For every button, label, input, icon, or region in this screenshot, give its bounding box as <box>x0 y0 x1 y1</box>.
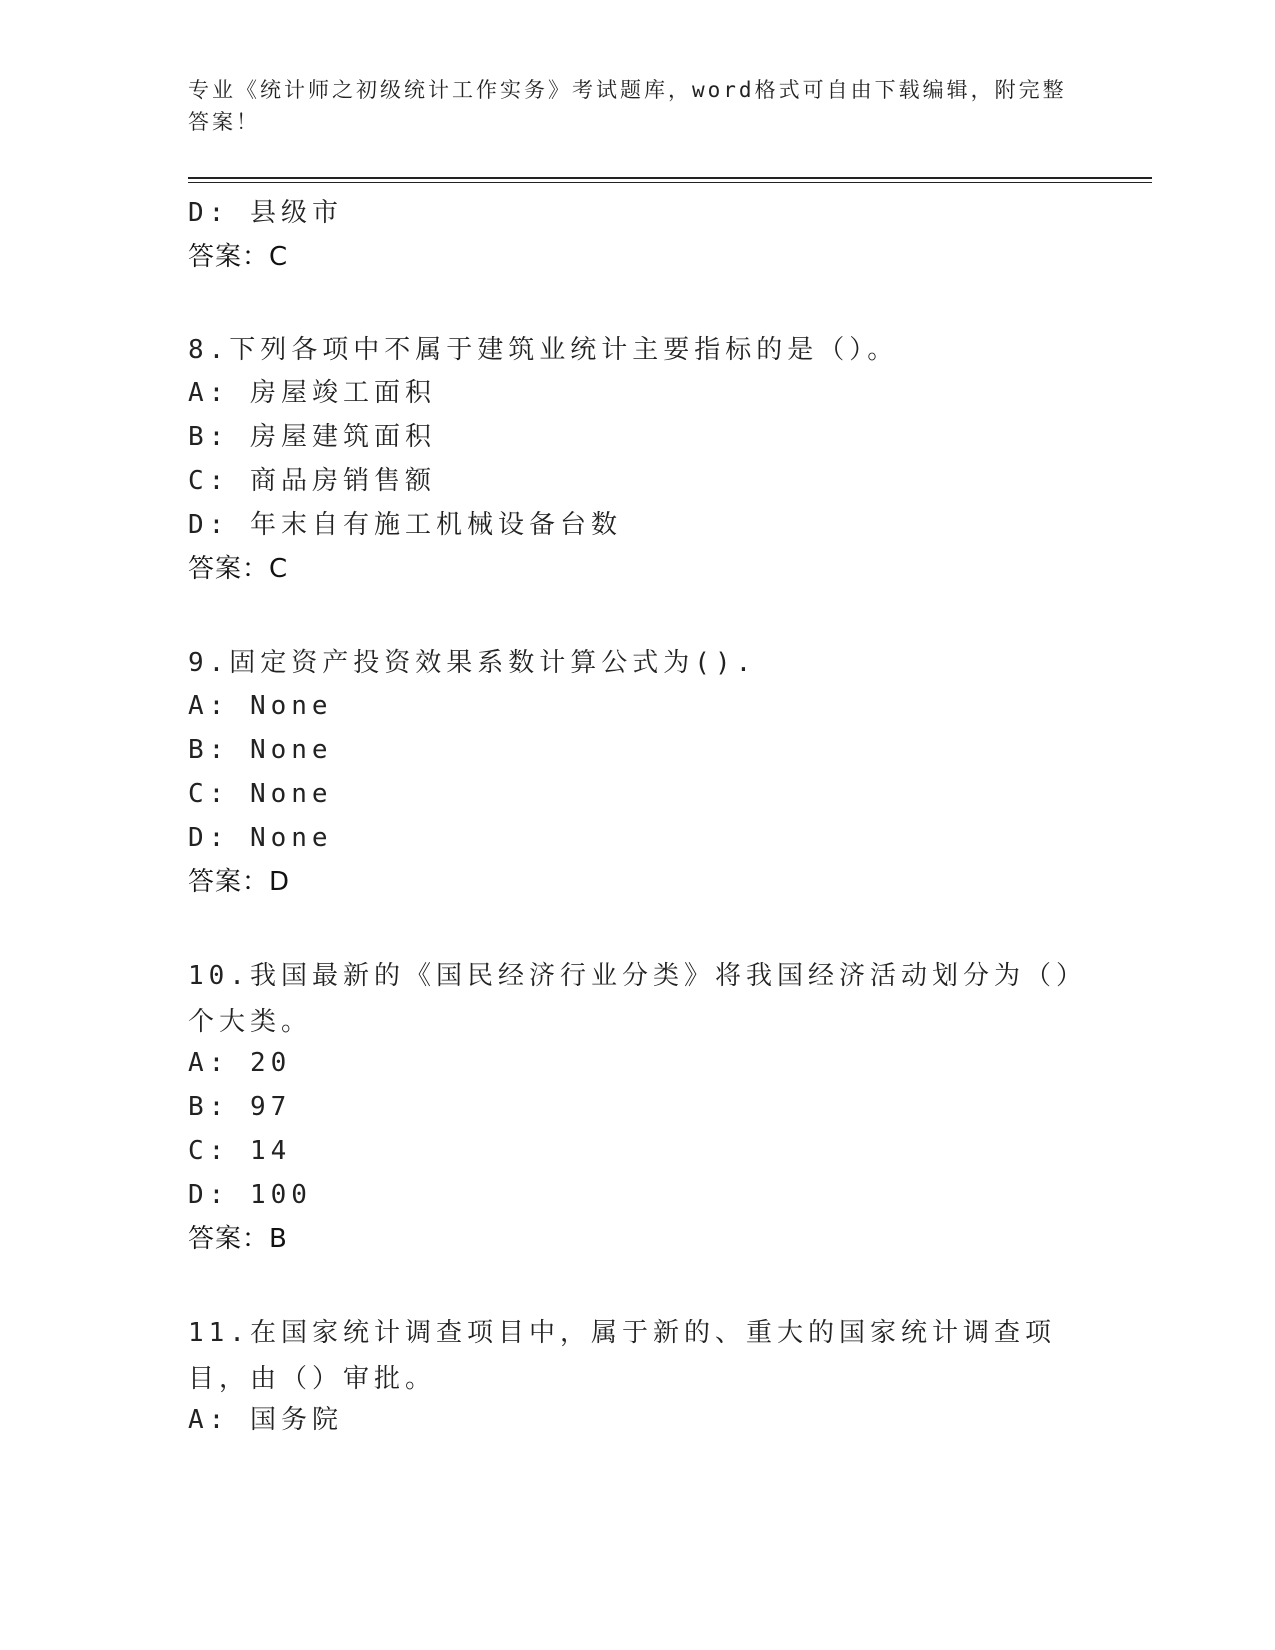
q8-stem: 8.下列各项中不属于建筑业统计主要指标的是（）。 <box>188 335 899 365</box>
q10-option-b: B: 97 <box>188 1092 292 1122</box>
q8-option-a: A: 房屋竣工面积 <box>188 378 436 408</box>
q7-answer: 答案：C <box>188 242 289 272</box>
q10-option-a: A: 20 <box>188 1048 292 1078</box>
q10-answer: 答案：B <box>188 1224 288 1254</box>
q10-stem: 10.我国最新的《国民经济行业分类》将我国经济活动划分为（）个大类。 <box>188 961 1087 1037</box>
q10-option-d: D: 100 <box>188 1180 312 1210</box>
q9-option-b: B: None <box>188 735 333 765</box>
q9-stem: 9.固定资产投资效果系数计算公式为(). <box>188 648 757 678</box>
q8-answer: 答案：C <box>188 554 289 584</box>
q8-option-b: B: 房屋建筑面积 <box>188 422 436 452</box>
header-divider-thick <box>188 177 1152 179</box>
q11-option-a: A: 国务院 <box>188 1405 343 1435</box>
q8-option-c: C: 商品房销售额 <box>188 466 436 496</box>
q11-stem: 11.在国家统计调查项目中，属于新的、重大的国家统计调查项目，由（）审批。 <box>188 1318 1056 1394</box>
q10-option-c: C: 14 <box>188 1136 292 1166</box>
q8-option-d: D: 年末自有施工机械设备台数 <box>188 510 622 540</box>
q9-answer: 答案：D <box>188 867 291 897</box>
q9-option-c: C: None <box>188 779 333 809</box>
q9-option-a: A: None <box>188 691 333 721</box>
q7-option-d: D: 县级市 <box>188 198 343 228</box>
header-divider-thin <box>188 182 1152 183</box>
document-header: 专业《统计师之初级统计工作实务》考试题库，word格式可自由下载编辑，附完整答案！ <box>188 78 1067 134</box>
q9-option-d: D: None <box>188 823 333 853</box>
